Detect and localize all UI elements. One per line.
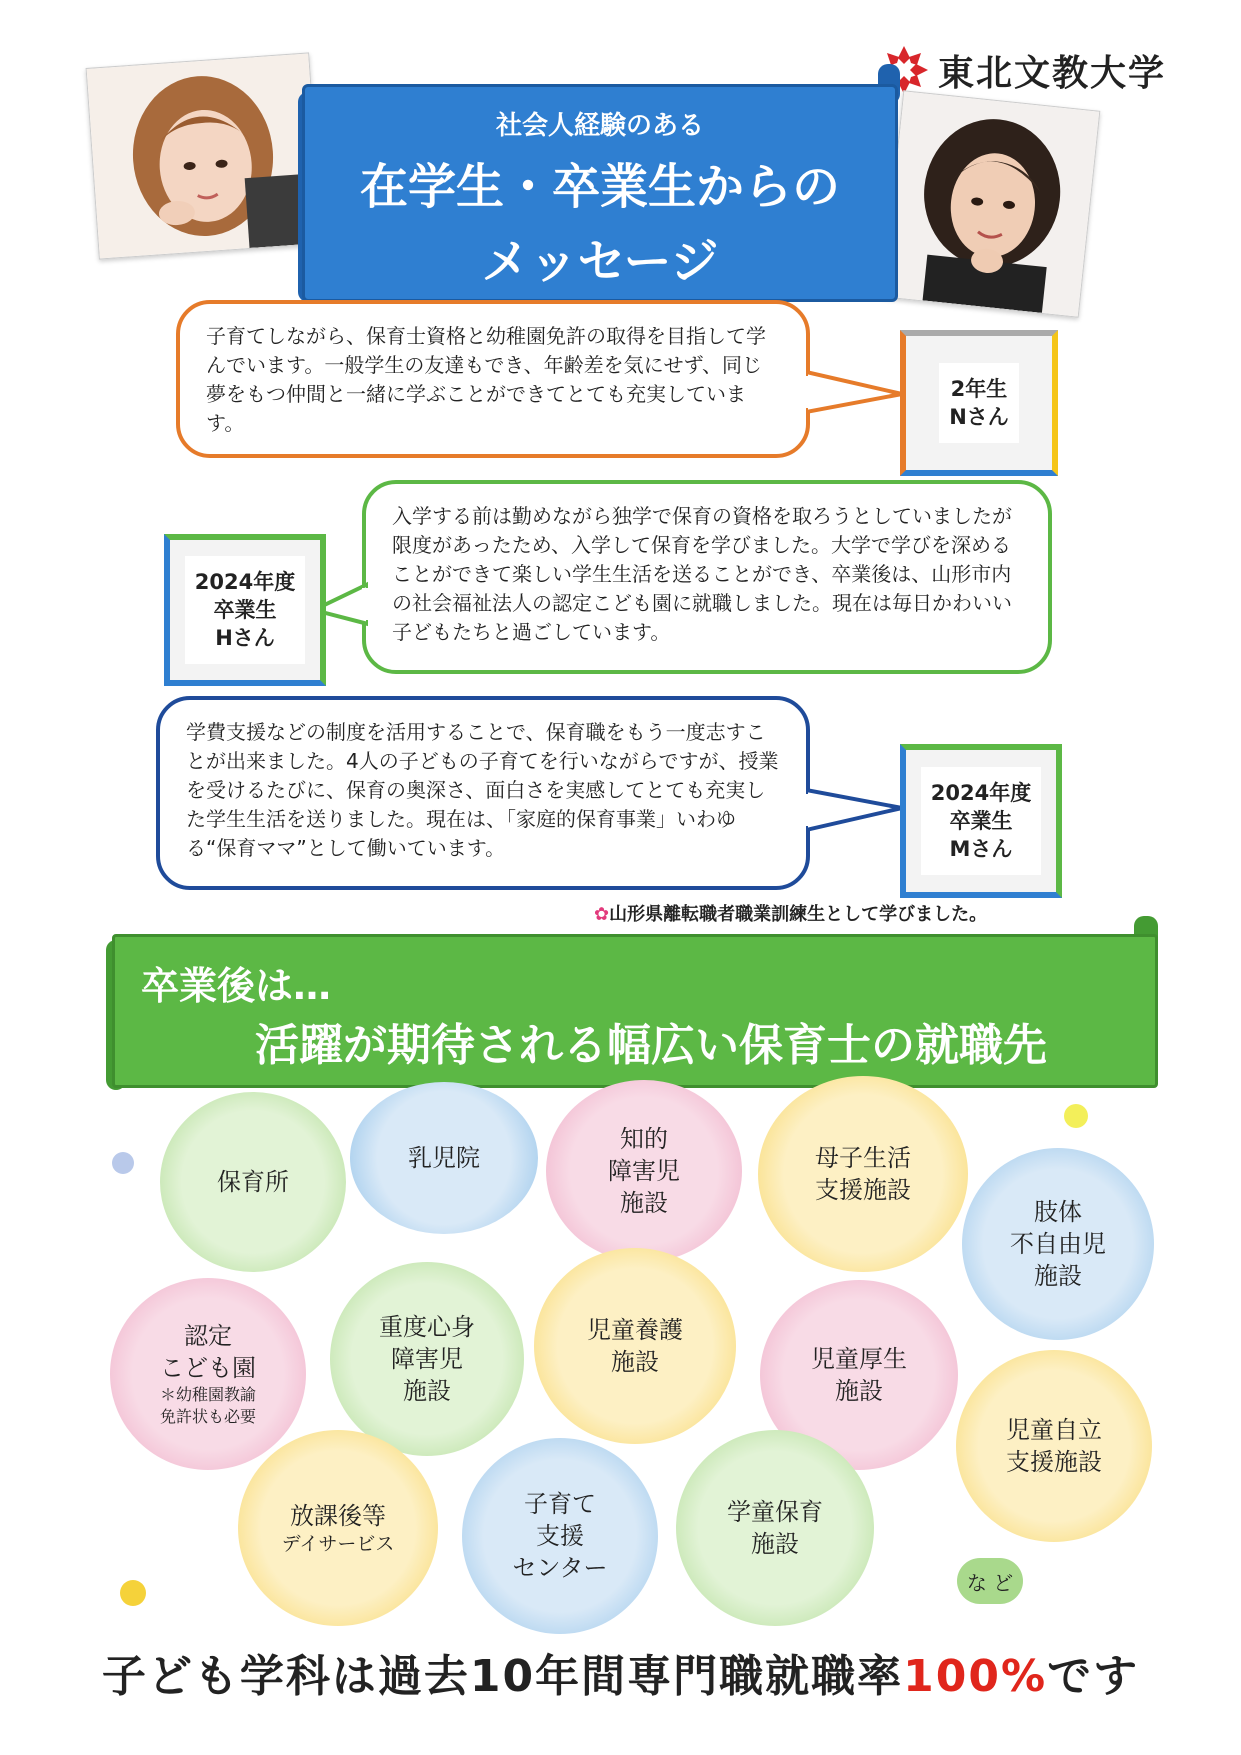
career-label: 肢体 <box>1034 1198 1082 1226</box>
career-label: 障害児 <box>608 1157 680 1185</box>
speech-tail-icon <box>806 368 904 418</box>
decor-dot <box>120 1580 146 1606</box>
career-label: 子育て <box>524 1490 596 1518</box>
badge-line: 2年生 <box>950 377 1008 401</box>
career-circle-kosodate <box>462 1438 658 1634</box>
career-label: 支援 <box>536 1522 584 1550</box>
speaker-badge-1 <box>900 330 1058 476</box>
badge-line: 卒業生 <box>949 809 1013 833</box>
woman-portrait-icon-2 <box>883 91 1099 316</box>
career-label: 乳児院 <box>408 1144 480 1172</box>
career-label: 施設 <box>620 1189 668 1217</box>
logo-text: 東北文教大学 <box>938 52 1167 94</box>
career-circle-gakudo <box>676 1430 874 1626</box>
title-main-line2: メッセージ <box>481 234 719 290</box>
title-main-line1: 在学生・卒業生からの <box>359 159 840 215</box>
career-label: 児童養護 <box>587 1316 683 1344</box>
career-note: デイサービス <box>281 1533 395 1555</box>
career-label: 支援施設 <box>815 1176 911 1204</box>
footnote-text: 山形県離転職者職業訓練生として学びました。 <box>609 904 988 925</box>
career-label: 認定 <box>184 1322 232 1350</box>
badge-line: 2024年度 <box>930 781 1032 805</box>
statement-text: 子ども学科は過去10年間専門職就職率 <box>101 1651 904 1702</box>
message-bubble-1 <box>176 300 810 458</box>
career-circle-nintei <box>110 1278 306 1470</box>
career-circle-shitai <box>962 1148 1154 1340</box>
career-label: 学童保育 <box>727 1498 823 1526</box>
badge-line: Nさん <box>949 405 1009 429</box>
decor-dot <box>1064 1104 1088 1128</box>
careers-banner <box>112 934 1158 1088</box>
badge-line: Hさん <box>215 626 275 650</box>
career-circle-hokago <box>238 1430 438 1626</box>
flower-icon: ✿ <box>594 904 610 925</box>
career-label: こども園 <box>160 1354 256 1382</box>
career-label: 施設 <box>611 1348 659 1376</box>
career-circle-chiteki <box>546 1080 742 1262</box>
career-label: センター <box>512 1554 608 1582</box>
career-circle-jiritsu <box>956 1350 1152 1542</box>
careers-banner-line2: 活躍が期待される幅広い保育士の就職先 <box>255 1020 1047 1071</box>
career-label: 施設 <box>403 1377 451 1405</box>
career-label: 知的 <box>620 1125 668 1153</box>
career-label: 児童自立 <box>1006 1416 1102 1444</box>
message-text: 入学する前は勤めながら独学で保育の資格を取ろうとしていましたが限度があったため、入学して保育を学びました。大学で学びを深めることができて楽しい学生生活を送ることができ、卒業後は、山形市内の社会福祉法人の認定こども園に就職しました。現在は毎日かわいい子どもたちと過ごしています。 <box>392 504 1012 644</box>
career-label: 保育所 <box>217 1168 289 1196</box>
career-note: 免許状も必要 <box>159 1407 256 1426</box>
decor-dot <box>112 1152 134 1174</box>
university-logo <box>878 40 1166 100</box>
career-circle-judo <box>330 1262 524 1456</box>
message-text: 子育てしながら、保育士資格と幼稚園免許の取得を目指して学んでいます。一般学生の友達もでき、年齢差を気にせず、同じ夢をもつ仲間と一緒に学ぶことができてとても充実しています。 <box>206 324 766 435</box>
career-label: 障害児 <box>391 1345 463 1373</box>
career-circle-hoikusho <box>160 1092 346 1272</box>
career-label: 支援施設 <box>1006 1448 1102 1476</box>
career-circle-yogo <box>534 1248 736 1444</box>
employment-rate-statement <box>0 1640 1241 1704</box>
footnote <box>594 900 987 926</box>
speech-tail-icon <box>806 786 904 836</box>
career-label: 施設 <box>1034 1262 1082 1290</box>
career-label: 施設 <box>835 1377 883 1405</box>
title-sub: 社会人経験のある <box>495 111 704 141</box>
badge-line: 2024年度 <box>194 570 296 594</box>
speaker-badge-3 <box>900 744 1062 898</box>
badge-line: 卒業生 <box>213 598 277 622</box>
student-portrait-photo-2 <box>882 90 1101 318</box>
career-label: 母子生活 <box>815 1144 911 1172</box>
career-circle-boshi <box>758 1076 968 1272</box>
speaker-badge-2 <box>164 534 326 686</box>
etc-label: な ど <box>957 1558 1023 1604</box>
student-portrait-photo-1 <box>86 52 323 259</box>
statement-text-end: です <box>1047 1651 1140 1702</box>
message-bubble-3 <box>156 696 810 890</box>
woman-portrait-icon <box>87 53 322 258</box>
career-label: 不自由児 <box>1010 1230 1106 1258</box>
career-label: 施設 <box>751 1530 799 1558</box>
badge-line: Mさん <box>949 837 1013 861</box>
title-banner <box>302 84 898 302</box>
careers-banner-line1: 卒業後は… <box>141 964 332 1008</box>
career-label: 重度心身 <box>379 1313 475 1341</box>
message-text: 学費支援などの制度を活用することで、保育職をもう一度志すことが出来ました。4人の子どもの子育てを行いながらですが、授業を受けるたびに、保育の奥深さ、面白さを実感してとても充実した学生生活を送りました。現在は、「家庭的保育事業」いわゆる“保育ママ”として働いています。 <box>186 720 779 860</box>
employment-rate-value: 100% <box>903 1651 1048 1702</box>
career-circle-nyujiin <box>350 1082 538 1234</box>
message-bubble-2 <box>362 480 1052 674</box>
career-label: 放課後等 <box>290 1502 386 1530</box>
career-label: 児童厚生 <box>811 1345 907 1373</box>
career-note: ＊幼稚園教諭 <box>159 1385 256 1404</box>
